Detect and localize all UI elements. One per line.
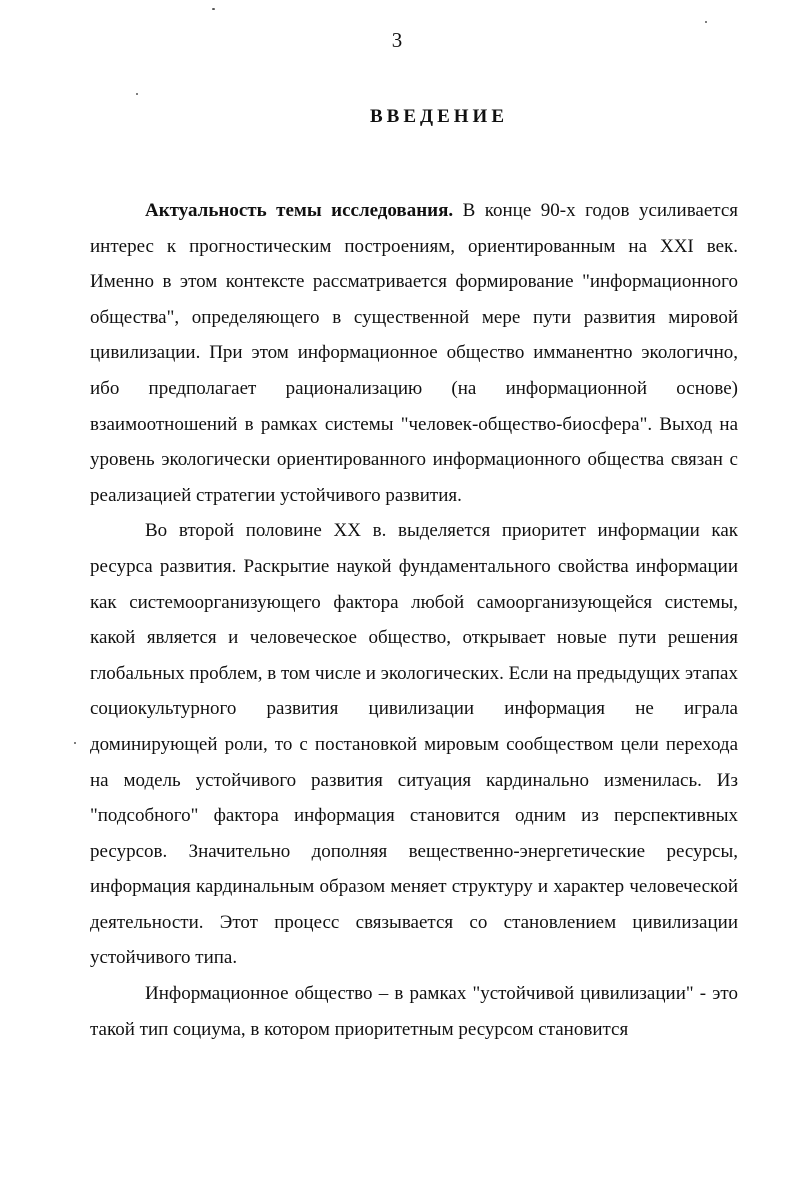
section-heading: ВВЕДЕНИЕ bbox=[370, 106, 508, 127]
paragraph-lead-heading: Актуальность темы исследования. bbox=[145, 200, 454, 221]
paragraph-relevance bbox=[90, 193, 738, 513]
paragraph-information-society bbox=[90, 976, 738, 1047]
paragraph-information-resource bbox=[90, 513, 738, 976]
scan-speck bbox=[136, 93, 138, 95]
scan-speck bbox=[705, 21, 707, 23]
body-text bbox=[90, 193, 738, 1047]
scan-speck bbox=[212, 8, 215, 10]
paragraph-text: В конце 90-х годов усиливается интерес к прогностическим построениям, ориентированным на XXI век. Именно в этом контексте рассматривается формирование "информационного общества", определяющего в существенной мере пути развития мировой цивилизации. При этом информационное общество имманентно экологично, ибо предполагает рационализацию (на информационной основе) взаимоотношений в рамках системы "человек-общество-биосфера". Выход на уровень экологически ориентированного информационного общества связан с реализацией стратегии устойчивого развития. bbox=[90, 200, 739, 506]
scan-speck bbox=[74, 742, 76, 744]
paragraph-text: Информационное общество – в рамках "устойчивой цивилизации" - это такой тип социума, в котором приоритетным ресурсом становится bbox=[90, 983, 738, 1040]
paragraph-text: Во второй половине XX в. выделяется приоритет информации как ресурса развития. Раскрытие наукой фундаментального свойства информации как системоорганизующего фактора любой самоорганизующейся системы, какой является и человеческое общество, открывает новые пути решения глобальных проблем, в том числе и экологических. Если на предыдущих этапах социокультурного развития цивилизации информация не играла доминирующей роли, то с постановкой мировым сообществом цели перехода на модель устойчивого развития ситуация кардинально изменилась. Из "подсобного" фактора информация становится одним из перспективных ресурсов. Значительно дополняя вещественно-энергетические ресурсы, информация кардинальным образом меняет структуру и характер человеческой деятельности. Этот процесс связывается со становлением цивилизации устойчивого типа. bbox=[90, 520, 738, 969]
page-number: 3 bbox=[391, 28, 403, 52]
